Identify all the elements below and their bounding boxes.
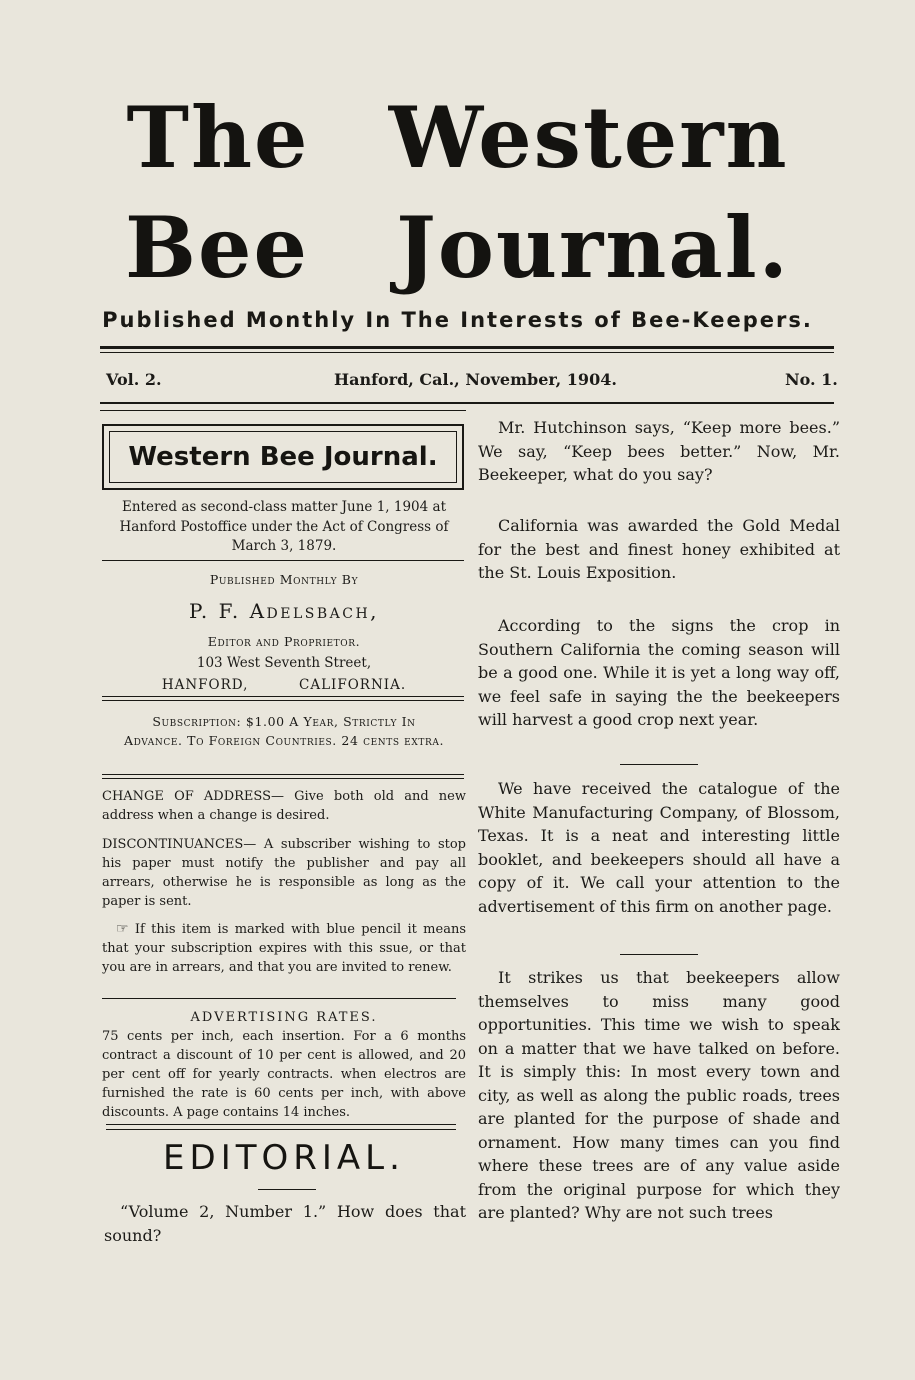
- paragraph-hutchinson: Mr. Hutchinson says, “Keep more bees.” We say, “Keep bees better.” Now, Mr. Beekeeper, what do you say?: [478, 418, 840, 484]
- advertising-heading: ADVERTISING RATES.: [190, 1010, 378, 1025]
- paragraph-opportunities: It strikes us that beekeepers allow themselves to miss many good opportunities. This time we wish to speak on a matter that we have talked on before. It is simply this: In most every town and city, as well as along the public roads, trees are planted for the purpose of shade and ornament. How many times can you find where these trees are of any value aside from the original purpose for which they are planted? Why are not such trees: [478, 968, 840, 1222]
- masthead-rule-top-thin: [100, 352, 834, 353]
- divider-5b: [106, 1129, 456, 1130]
- advertising-rates: 75 cents per inch, each insertion. For a 6 months contract a discount of 10 per cent is allowed, and 20 per cent off for yearly contracts. when electros are furnished the rate is 60 cents per inch, with above discounts. A page contains 14 inches.: [102, 1029, 466, 1120]
- divider-5a: [106, 1124, 456, 1125]
- subscription-notice: Subscription: $1.00 A Year, Strictly In Advance. To Foreign Countries. 24 cents extra.: [123, 714, 445, 748]
- masthead-title-line-2: Bee Journal.: [125, 198, 790, 297]
- divider-2a: [102, 696, 464, 697]
- pointing-hand-icon: ☞: [116, 921, 129, 937]
- publisher-role: Editor and Proprietor.: [207, 634, 361, 649]
- divider-3a: [102, 774, 464, 775]
- publisher-city: HANFORD,: [161, 677, 249, 693]
- editorial-text: “Volume 2, Number 1.” How does that sound?: [104, 1202, 466, 1245]
- masthead-title-line-1: The Western: [126, 88, 789, 187]
- divider-4: [102, 998, 456, 999]
- change-of-address: CHANGE OF ADDRESS— Give both old and new address when a change is desired.: [102, 789, 466, 823]
- left-column-rule: [100, 410, 466, 411]
- paragraph-gold-medal: California was awarded the Gold Medal for the best and finest honey exhibited at the St. Louis Exposition.: [478, 516, 840, 582]
- masthead-rule-top: [100, 346, 834, 349]
- publisher-state: CALIFORNIA.: [299, 677, 407, 693]
- discontinuances: DISCONTINUANCES— A subscriber wishing to stop his paper must notify the publisher and pay all arrears, otherwise he is responsible as long as the paper is sent.: [102, 837, 466, 909]
- masthead-subtitle: Published Monthly In The Interests of Bee-Keepers.: [102, 308, 813, 332]
- right-rule-2: [620, 954, 698, 955]
- issue-number: No. 1.: [785, 370, 838, 389]
- issue-rule-bottom: [100, 402, 834, 404]
- publisher-city-line: [102, 676, 466, 696]
- publisher-name: P. F. Adelsbach,: [188, 599, 380, 623]
- divider-2b: [102, 700, 464, 701]
- paragraph-catalogue: We have received the catalogue of the White Manufacturing Company, of Blossom, Texas. It is a neat and interesting little booklet, and beekeepers should all have a copy of it. We call your attention to the advertisement of this firm on another page.: [478, 779, 840, 916]
- blue-pencil-notice: If this item is marked with blue pencil it means that your subscription expires with this ssue, or that you are in arrears, and that you are invited to renew.: [102, 922, 466, 975]
- right-rule-1: [620, 764, 698, 765]
- issue-line: [0, 370, 915, 394]
- editorial-heading: EDITORIAL.: [163, 1138, 405, 1178]
- divider-3b: [102, 778, 464, 779]
- issue-place-date: Hanford, Cal., November, 1904.: [334, 370, 617, 389]
- volume-label: Vol. 2.: [106, 370, 162, 389]
- entered-notice: Entered as second-class matter June 1, 1904 at Hanford Postoffice under the Act of Congress of March 3, 1879.: [119, 499, 449, 554]
- divider-1: [102, 560, 464, 561]
- journal-nameplate-box: [102, 424, 464, 490]
- journal-nameplate: Western Bee Journal.: [109, 431, 457, 483]
- editorial-rule: [258, 1189, 316, 1190]
- paragraph-crop-outlook: According to the signs the crop in Southern California the coming season will be a good one. While it is yet a long way off, we feel safe in saying the the beekeepers will harvest a good crop next year.: [478, 616, 840, 729]
- published-by: Published Monthly By: [209, 572, 359, 587]
- blue-pencil-notice-block: [102, 920, 466, 977]
- publisher-address: 103 West Seventh Street,: [196, 655, 372, 671]
